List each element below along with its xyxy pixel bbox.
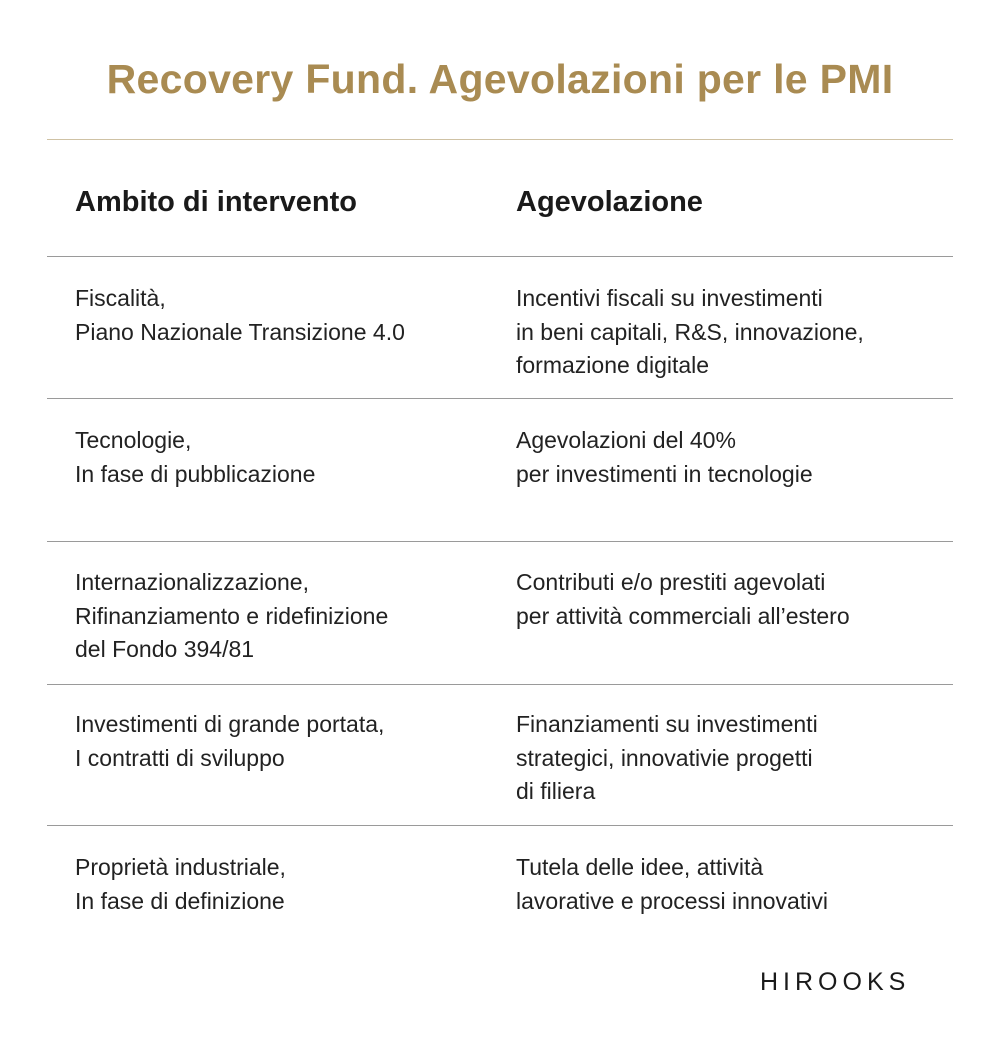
row-3-ambito: Internazionalizzazione, Rifinanziamento e ridefinizione del Fondo 394/81 [75,569,389,662]
row-5-agevolazione: Tutela delle idee, attività lavorative e processi innovativi [516,854,828,914]
row-divider [47,541,953,542]
row-4-ambito: Investimenti di grande portata, I contratti di sviluppo [75,711,385,771]
row-2-agevolazione: Agevolazioni del 40% per investimenti in tecnologie [516,427,813,487]
header-divider [47,256,953,257]
row-divider [47,684,953,685]
row-4-agevolazione: Finanziamenti su investimenti strategici, innovativie progetti di filiera [516,711,818,804]
row-1-ambito: Fiscalità, Piano Nazionale Transizione 4.0 [75,285,405,345]
brand-logo: HIROOKS [760,968,911,996]
title-divider [47,139,953,140]
row-3-agevolazione: Contributi e/o prestiti agevolati per attività commerciali all’estero [516,569,850,629]
column-header-agevolazione: Agevolazione [516,186,703,218]
row-1-agevolazione: Incentivi fiscali su investimenti in beni capitali, R&S, innovazione, formazione digitale [516,285,864,378]
column-header-ambito: Ambito di intervento [75,186,357,218]
row-divider [47,398,953,399]
row-divider [47,825,953,826]
row-5-ambito: Proprietà industriale, In fase di definizione [75,854,286,914]
row-2-ambito: Tecnologie, In fase di pubblicazione [75,427,316,487]
page-title: Recovery Fund. Agevolazioni per le PMI [106,56,894,102]
